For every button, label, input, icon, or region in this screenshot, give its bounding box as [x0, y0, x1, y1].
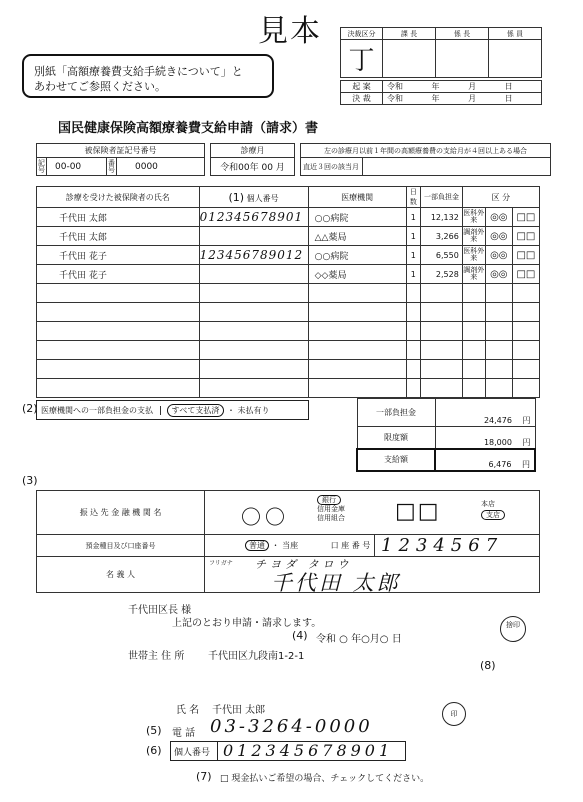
days: 1	[406, 265, 421, 284]
bank-name-value: 〇〇	[241, 505, 289, 529]
category-ic: ◎◎	[485, 246, 512, 265]
days: 1	[406, 208, 421, 227]
col-patient: 診療を受けた被保険者の氏名	[37, 187, 200, 208]
summary-grant-value: 6,476	[488, 459, 512, 469]
institution: ○○病院	[308, 246, 406, 265]
category-nc	[512, 360, 539, 379]
marker-3: (3)	[22, 474, 38, 487]
marker-7: (7)	[196, 770, 212, 783]
patient-name	[37, 284, 200, 303]
marker-8: (8)	[480, 659, 496, 672]
category-ic	[485, 322, 512, 341]
category	[462, 284, 485, 303]
category-nc	[512, 303, 539, 322]
col-days: 日数	[406, 187, 421, 208]
holder-value: 千代田 太郎	[271, 571, 401, 595]
days: 1	[406, 227, 421, 246]
bangou-value: 0000	[117, 158, 205, 176]
sample-watermark: 見本	[258, 14, 322, 49]
address-value: 千代田区九段南1-2-1	[208, 651, 305, 662]
category-nc	[512, 322, 539, 341]
institution	[308, 303, 406, 322]
category-nc: □□	[512, 227, 539, 246]
approval-kubun-label: 決裁区分	[341, 28, 383, 40]
ban-label: 番号	[108, 158, 115, 174]
copay	[421, 341, 463, 360]
patient-mynumber: 012345678901	[199, 208, 308, 227]
acct-num-label: 口 座 番 号	[330, 541, 371, 550]
marker-4: (4)	[292, 629, 308, 642]
phone-value: 03-3264-0000	[210, 716, 373, 737]
col-category: 区 分	[462, 187, 539, 208]
payment-label: 医療機関への一部負担金の支払	[41, 406, 153, 415]
cash-check[interactable]: □ 現金払いご希望の場合、チェックしてください。	[220, 774, 430, 784]
table-row	[37, 360, 540, 379]
table-row	[37, 303, 540, 322]
name-label: 氏 名	[176, 705, 200, 716]
patient-mynumber	[199, 322, 308, 341]
approval-grid	[340, 27, 542, 105]
address-label: 世帯主 住 所	[128, 651, 185, 662]
patient-name	[37, 303, 200, 322]
table-row	[37, 208, 540, 227]
patient-name: 千代田 太郎	[37, 227, 200, 246]
approval-kessai-label: 決 裁	[341, 93, 383, 105]
bank-table: 振 込 先 金 融 機 関 名 〇〇 銀行 信用金庫 信用組合 □□ 本店 支店 預金種目及び口座番号 普通 ・ 当座 口 座 番 号 1234567 名 義 人 フリガナ チヨダ タロウ 千代田 太郎	[36, 490, 540, 593]
kian-hi: 日	[504, 82, 513, 91]
form-title: 国民健康保険高額療養費支給申請（請求）書	[58, 121, 319, 136]
summary-box	[356, 398, 536, 472]
copay	[421, 322, 463, 341]
copay: 3,266	[421, 227, 463, 246]
copay: 12,132	[421, 208, 463, 227]
institution	[308, 341, 406, 360]
category-ic: ◎◎	[485, 227, 512, 246]
insured-info	[36, 143, 551, 176]
institution: △△薬局	[308, 227, 406, 246]
days	[406, 322, 421, 341]
month-value: 令和00年 00 月	[211, 158, 295, 176]
payment-separator: ・	[226, 406, 235, 415]
kessai-hi: 日	[504, 94, 513, 103]
days	[406, 360, 421, 379]
declaration-to: 千代田区長 様	[128, 605, 192, 616]
category	[462, 303, 485, 322]
marker-6: (6)	[146, 744, 162, 757]
copay	[421, 379, 463, 398]
acct-num-value: 1234567	[381, 535, 504, 556]
days	[406, 341, 421, 360]
table-row	[37, 246, 540, 265]
institution	[308, 360, 406, 379]
kian-reiwa: 令和	[387, 82, 403, 91]
category-ic	[485, 341, 512, 360]
holder-label: 名 義 人	[37, 557, 205, 593]
institution: ◇◇薬局	[308, 265, 406, 284]
furigana-label: フリガナ	[209, 560, 233, 567]
kian-tsuki: 月	[468, 82, 477, 91]
table-row	[37, 227, 540, 246]
approval-kakaricho: 係 長	[436, 28, 489, 40]
days	[406, 379, 421, 398]
col-copay: 一部負担金	[421, 187, 463, 208]
patient-mynumber	[199, 341, 308, 360]
patient-mynumber	[199, 265, 308, 284]
patient-name	[37, 341, 200, 360]
patient-name	[37, 322, 200, 341]
approval-kian-label: 起 案	[341, 81, 383, 93]
copay	[421, 284, 463, 303]
branch-name-value: □□	[395, 499, 441, 524]
summary-grant-yen: 円	[522, 459, 530, 469]
col-institution: 医療機関	[308, 187, 406, 208]
summary-grant-label: 支給額	[357, 449, 435, 471]
table-row	[37, 265, 540, 284]
marker-5: (5)	[146, 724, 162, 737]
patient-name: 千代田 太郎	[37, 208, 200, 227]
category-ic	[485, 284, 512, 303]
branch-shiten[interactable]: 支店	[481, 510, 505, 520]
category-nc: □□	[512, 208, 539, 227]
approval-kacho: 課 長	[383, 28, 436, 40]
col-mynumber: 個人番号	[246, 193, 279, 203]
category	[462, 379, 485, 398]
copay: 2,528	[421, 265, 463, 284]
table-row	[37, 322, 540, 341]
category-nc	[512, 379, 539, 398]
seal-text: 印	[450, 710, 458, 718]
category: 調剤外来	[462, 227, 485, 246]
copay	[421, 360, 463, 379]
recent-label: 直近３回の該当月	[301, 158, 363, 176]
copay	[421, 303, 463, 322]
payment-paid-option[interactable]: すべて支払済	[167, 404, 225, 417]
kessai-reiwa: 令和	[387, 94, 403, 103]
mynumber-value: 012345678901	[223, 741, 394, 760]
care-table	[36, 186, 540, 398]
patient-mynumber	[199, 227, 308, 246]
category	[462, 360, 485, 379]
kessai-nen: 年	[431, 94, 440, 103]
summary-limit-label: 限度額	[357, 427, 435, 449]
institution	[308, 379, 406, 398]
patient-mynumber	[199, 303, 308, 322]
summary-copay-value: 24,476	[483, 416, 512, 425]
category-nc: □□	[512, 246, 539, 265]
patient-mynumber	[199, 379, 308, 398]
furigana-value: チヨダ タロウ	[255, 558, 353, 571]
notice-line-1: 別紙「高額療養費支給手続きについて」と	[34, 65, 243, 78]
notice-line-2: あわせてご参照ください。	[34, 80, 166, 93]
acct-type-futsu[interactable]: 普通	[245, 540, 269, 551]
category-ic: ◎◎	[485, 265, 512, 284]
seal-circle	[442, 702, 466, 726]
category-ic	[485, 303, 512, 322]
category-nc	[512, 341, 539, 360]
mynumber-box	[170, 741, 406, 761]
institution	[308, 284, 406, 303]
notice-box	[22, 54, 274, 98]
summary-copay-label: 一部負担金	[357, 399, 435, 427]
category: 調剤外来	[462, 265, 485, 284]
patient-name	[37, 379, 200, 398]
payment-status-box	[36, 400, 309, 420]
category	[462, 341, 485, 360]
discard-seal	[500, 616, 526, 642]
summary-limit-yen: 円	[522, 437, 531, 447]
days	[406, 284, 421, 303]
patient-mynumber: 123456789012	[199, 246, 308, 265]
category-nc: □□	[512, 265, 539, 284]
kigou-value: 00-00	[47, 158, 107, 176]
marker-1: (1)	[228, 190, 245, 204]
approval-kakari: 係 員	[489, 28, 542, 40]
approval-stamp: 丁	[341, 40, 383, 78]
summary-copay-yen: 円	[522, 416, 531, 425]
ki-label: 記号	[38, 158, 45, 174]
summary-limit-value: 18,000	[483, 437, 512, 447]
insured-num-label: 被保険者証記号番号	[37, 144, 205, 158]
kessai-tsuki: 月	[468, 94, 477, 103]
insured-month-label: 診療月	[211, 144, 295, 158]
patient-name: 千代田 花子	[37, 265, 200, 284]
payment-unpaid-option[interactable]: 未払有り	[237, 406, 270, 415]
table-row	[37, 341, 540, 360]
days	[406, 303, 421, 322]
acct-type-toza[interactable]: 当座	[282, 541, 299, 550]
copay: 6,550	[421, 246, 463, 265]
name-value: 千代田 太郎	[212, 705, 266, 716]
patient-mynumber	[199, 284, 308, 303]
bank-type-bank[interactable]: 銀行	[317, 495, 341, 505]
phone-label: 電 話	[172, 728, 196, 739]
category-ic	[485, 360, 512, 379]
table-row	[37, 379, 540, 398]
discard-seal-text: 捨印	[506, 621, 520, 629]
table-row	[37, 284, 540, 303]
bank-name-label: 振 込 先 金 融 機 関 名	[37, 491, 205, 535]
category-ic: ◎◎	[485, 208, 512, 227]
institution: ○○病院	[308, 208, 406, 227]
days: 1	[406, 246, 421, 265]
marker-2: (2)	[22, 402, 38, 415]
category: 医科外来	[462, 208, 485, 227]
kian-nen: 年	[431, 82, 440, 91]
mynumber-label: 個人番号	[174, 748, 211, 758]
bank-type-kumiai[interactable]: 信用組合	[317, 514, 345, 522]
category-ic	[485, 379, 512, 398]
bank-type-shinkin[interactable]: 信用金庫	[317, 505, 345, 513]
insured-multi-label: 左の診療月以前１年間の高額療養費の支給月が４回以上ある場合	[301, 144, 551, 158]
patient-name	[37, 360, 200, 379]
institution	[308, 322, 406, 341]
category: 医科外来	[462, 246, 485, 265]
patient-mynumber	[199, 360, 308, 379]
branch-honten[interactable]: 本店	[481, 500, 495, 508]
acct-type-label: 預金種目及び口座番号	[37, 535, 205, 557]
declaration-statement: 上記のとおり申請・請求します。	[172, 618, 322, 629]
category	[462, 322, 485, 341]
declaration-date: 令和 ○ 年○月○ 日	[316, 634, 402, 645]
patient-name: 千代田 花子	[37, 246, 200, 265]
category-nc	[512, 284, 539, 303]
